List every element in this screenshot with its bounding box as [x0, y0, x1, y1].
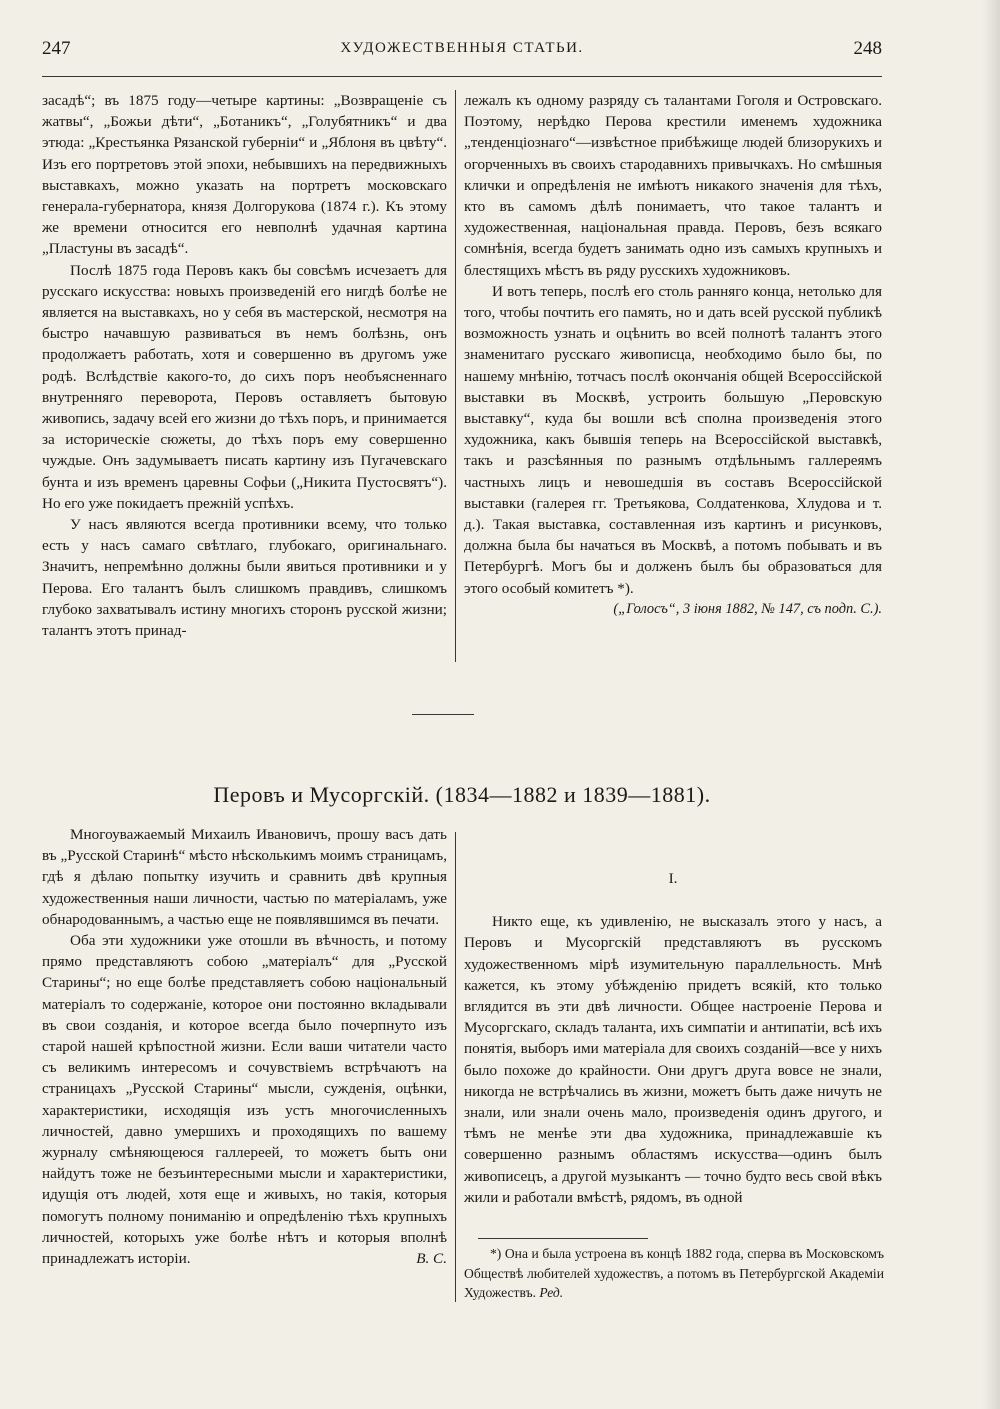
paragraph: Многоуважаемый Михаилъ Ивановичъ, прошу васъ дать въ „Русской Старинѣ“ мѣсто нѣсколькимъ моимъ страницамъ, гдѣ я дѣлаю попытку изучить и сравнить двѣ крупныя художественныя наши личности, частью по матеріаламъ, уже обнародованнымъ, а частью еще не появлявшимся въ печати.: [42, 826, 447, 928]
page-edge-shadow: [982, 0, 1000, 1409]
article-left-column: [42, 824, 447, 1269]
paragraph: Оба эти художники уже отошли въ вѣчность, и потому прямо представляютъ собою „матеріалъ“ для „Русской Старины“; но еще болѣе представляетъ собою національный матеріалъ то содержаніе, которое они постоянно вкладывали въ свои созданія, и которое всегда было почерпнуто изъ старой нашей крѣпостной жизни. Если ваши читатели часто съ великимъ интересомъ и сочувствіемъ встрѣчаютъ на страницахъ „Русской Старины“ мысли, сужденія, оцѣнки, характеристики, исходящія изъ устъ многочисленныхъ личностей, давно умершихъ и проходящихъ по вашему журналу смѣняющеюся галлереей, то можетъ быть они найдутъ тоже не безъинтересными мысли и характеристики, идущія отъ людей, хотя еще и живыхъ, но такія, которыя помогутъ полному пониманію и опредѣленію тѣхъ крупныхъ личностей, которыхъ уже болѣе нѣтъ и которыя вполнѣ принадлежатъ исторіи.: [42, 932, 447, 1268]
paragraph: Послѣ 1875 года Перовъ какъ бы совсѣмъ исчезаетъ для русскаго искусства: новыхъ произведеній его нигдѣ болѣе не является на выставкахъ, но у себя въ мастерской, несмотря на быстро начавшую развиваться въ немъ болѣзнь, онъ продолжаетъ работать, хотя и совершенно въ другомъ уже родѣ. Вслѣдствіе какого-то, до сихъ поръ необъясненнаго внутренняго переворота, Перовъ оставляетъ бытовую живопись, задачу всей его жизни до тѣхъ поръ, и принимается за историческіе сюжеты, до тѣхъ поръ ему совершенно чуждые. Онъ задумываетъ писать картину изъ Пугачевскаго бунта и изъ временъ царевны Софьи („Никита Пустосвятъ“). Но его уже покидаетъ прежній успѣхъ.: [42, 261, 447, 512]
paragraph: лежалъ къ одному разряду съ талантами Гоголя и Островскаго. Поэтому, нерѣдко Перова крестили именемъ художника „тенденціознаго“—извѣстное прибѣжище людей близорукихъ и огорченныхъ въ своихъ стародавнихъ привычкахъ. Но смѣшныя клички и опредѣленія не имѣютъ никакого значенія для тѣхъ, кто въ самомъ дѣлѣ понимаетъ, что такое талантъ и художественная, національная правда. Перовъ, безъ всякаго сомнѣнія, всегда будетъ занимать одно изъ самыхъ крупныхъ и блестящихъ мѣстъ въ ряду русскихъ художниковъ.: [464, 92, 882, 279]
article-title: Перовъ и Мусоргскій. (1834—1882 и 1839—1881).: [213, 782, 711, 807]
page-header: [42, 38, 882, 68]
header-rule: [42, 76, 882, 77]
paragraph: И вотъ теперь, послѣ его столь ранняго конца, нетолько для того, чтобы почтить его память, но и дать всей русской публикѣ возможность узнать и оцѣнить во всей полнотѣ талантъ этого знаменитаго русскаго живописца, необходимо было бы, по нашему мнѣнію, тотчасъ послѣ окончанія общей Всероссійской выставки въ Москвѣ, устроить большую „Перовскую выставку“, куда бы вошли всѣ сполна произведенія этого художника, какъ бывшія теперь на Всероссійской выставкѣ, такъ и разсѣянныя по разнымъ отдѣльнымъ галлереямъ частныхъ лицъ и невошедшія въ составъ Всероссійской выставки (галерея гг. Третьякова, Солдатенкова, Хлудова и т. д.). Такая выставка, составленная изъ картинъ и рисунковъ, должна была бы начаться въ Москвѣ, а потомъ побывать и въ Петербургѣ. Могъ бы и долженъ былъ бы образоваться для этого особый комитетъ *).: [464, 282, 882, 597]
footnote-editor-mark: Ред.: [539, 1285, 564, 1300]
paragraph: У насъ являются всегда противники всему, что только есть у насъ самаго свѣтлаго, глубокаго, оригинальнаго. Значитъ, непремѣнно должны были явиться противники и у Перова. Его талантъ былъ слишкомъ правдивъ, слишкомъ глубоко захватывалъ истину многихъ сторонъ русской жизни; талантъ этотъ принад-: [42, 516, 447, 640]
footnote-rule: [478, 1238, 648, 1239]
article-right-column: [464, 824, 882, 1208]
paragraph: засадѣ“; въ 1875 году—четыре картины: „Возвращеніе съ жатвы“, „Божьи дѣти“, „Ботаникъ“, „Голубятникъ“ и два этюда: „Крестьянка Рязанской губерніи“ и „Яблоня въ цвѣту“. Изъ его портретовъ этой эпохи, небывшихъ на передвижныхъ выставкахъ, можно указать на портретъ московскаго генерала-губернатора, князя Долгорукова (1874 г.). Къ этому же времени относится его невполнѣ удачная картина „Пластуны въ засадѣ“.: [42, 92, 447, 258]
footnote-text: *) Она и была устроена въ концѣ 1882 года, сперва въ Московскомъ Обществѣ любителей художествъ, а потомъ въ Петербургской Академіи Художествъ.: [464, 1246, 884, 1300]
page-number-right: 248: [853, 38, 882, 59]
top-right-column: [464, 90, 882, 620]
column-divider-top: [455, 90, 456, 662]
footnote: [464, 1244, 884, 1303]
paragraph: Никто еще, къ удивленію, не высказалъ этого у насъ, а Перовъ и Мусоргскій представляютъ въ русскомъ художественномъ мірѣ изумительную параллельность. Мнѣ кажется, къ этому убѣжденію придетъ всякій, кто только вглядится въ эти двѣ личности. Общее настроеніе Перова и Мусоргскаго, складъ таланта, ихъ симпатіи и антипатіи, всѣ ихъ понятія, выборъ ими матеріала для своихъ созданій—все у нихъ было похоже до крайности. Они другъ друга вовсе не знали, никогда не встрѣчались въ жизни, можетъ быть даже ничуть не знали, или знали очень мало, произведенія одинъ другого, и тѣмъ не менѣе эти два художника, принадлежавшіе къ совершенно разнымъ областямъ искусства—одинъ былъ живописецъ, а другой музыкантъ — точно будто весь свой вѣкъ жили и работали вмѣстѣ, рядомъ, въ одной: [464, 913, 882, 1206]
column-divider-bottom: [455, 832, 456, 1302]
section-number: I.: [668, 870, 678, 887]
section-separator: [412, 714, 474, 715]
page-number-left: 247: [42, 38, 71, 59]
top-left-column: [42, 90, 447, 641]
running-title: ХУДОЖЕСТВЕННЫЯ СТАТЬИ.: [340, 40, 584, 56]
source-citation: („Голосъ“, 3 іюня 1882, № 147, съ подп. С.).: [613, 600, 882, 617]
author-signature: В. С.: [416, 1250, 447, 1268]
